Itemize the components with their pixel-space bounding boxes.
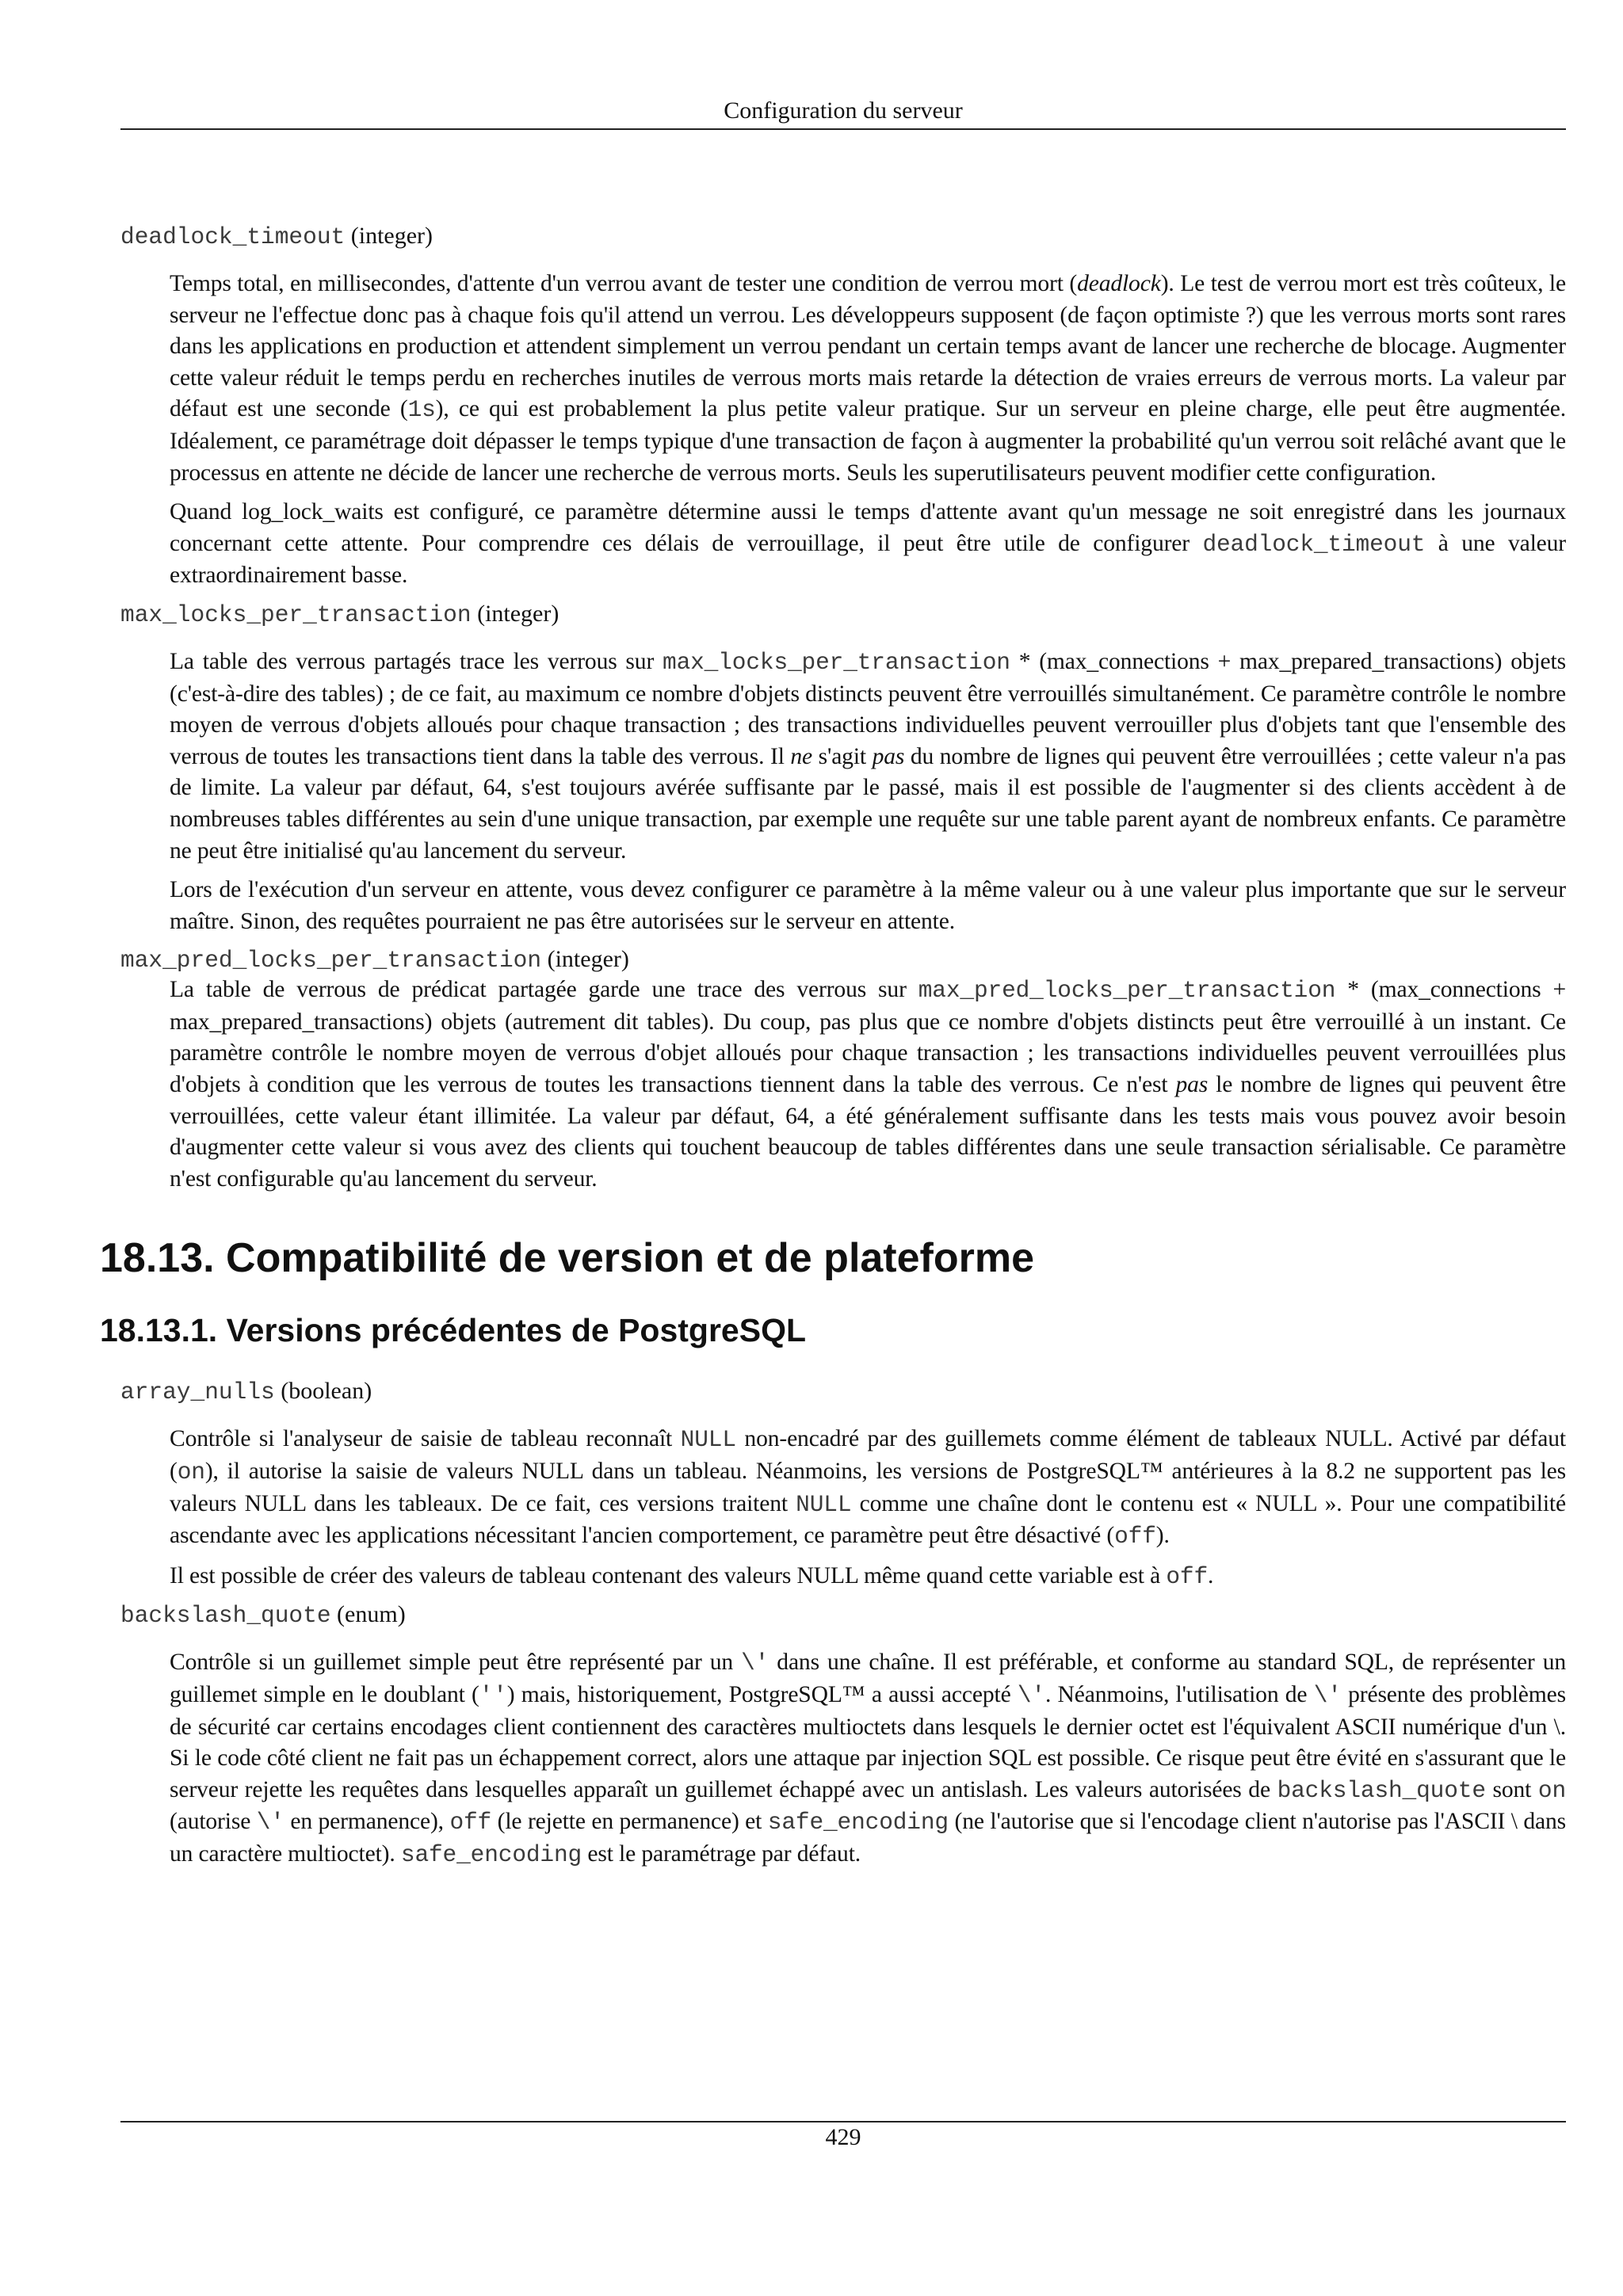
literal: off	[1166, 1562, 1209, 1590]
paragraph	[170, 974, 1566, 1195]
paragraph	[170, 1424, 1566, 1552]
literal: off	[449, 1809, 492, 1836]
literal: \'	[1017, 1682, 1045, 1709]
paragraph	[170, 1561, 1566, 1593]
text: à une valeur extraordinairement basse.	[170, 530, 1566, 589]
param-term-max-pred-locks-per-transaction	[120, 945, 1566, 974]
text: non-encadré par des guillemets comme élément de tableaux NULL. Activé par défaut (	[170, 1426, 1566, 1485]
text: sont	[1485, 1776, 1538, 1802]
literal: \'	[256, 1809, 285, 1836]
param-type: (integer)	[547, 946, 629, 973]
text: Contrôle si un guillemet simple peut être représenté par un	[170, 1650, 742, 1676]
param-term-array-nulls	[120, 1377, 1566, 1406]
emphasis: pas	[1175, 1072, 1209, 1098]
param-description	[170, 1424, 1566, 1592]
text: présente des problèmes de sécurité car certains encodages client contiennent des caractères multioctets dans lesquels le dernier octet est l'équivalent ASCII numérique d'un \. Si le code côté client ne fait pas un échappement correct, alors une attaque par injection SQL est possible. Ce risque peut être évité en s'assurant que le serveur rejette les requêtes dans lesquelles apparaît un guillemet échappé avec un antislash. Les valeurs autorisées de	[170, 1682, 1567, 1802]
emphasis: pas	[872, 743, 905, 769]
literal: \'	[741, 1650, 769, 1677]
text: Quand log_lock_waits est configuré, ce paramètre détermine aussi le temps d'attente avant qu'un message ne soit enregistré dans les journaux concernant cette attente. Pour comprendre ces délais de verrouillage, il peut être utile de configurer	[170, 499, 1566, 556]
paragraph	[170, 269, 1566, 489]
literal: ''	[479, 1682, 507, 1709]
paragraph	[170, 1647, 1566, 1871]
literal: on	[177, 1459, 205, 1486]
text: (le rejette en permanence) et	[491, 1809, 768, 1835]
param-description	[170, 974, 1566, 1195]
text: (ne l'autorise que si l'encodage client n'autorise pas l'ASCII \ dans un caractère multioctet).	[170, 1809, 1567, 1867]
page-content	[100, 222, 1567, 1879]
subsection-heading: 18.13.1. Versions précédentes de PostgreSQL	[100, 1312, 807, 1349]
literal: 1s	[407, 396, 436, 424]
literal: NULL	[680, 1426, 736, 1454]
text: Temps total, en millisecondes, d'attente d'un verrou avant de tester une condition de verrou mort (	[170, 271, 1078, 296]
param-description	[170, 1647, 1566, 1871]
literal: deadlock_timeout	[1202, 530, 1426, 558]
text: est le paramétrage par défaut.	[582, 1840, 861, 1867]
text: dans une chaîne. Il est préférable, et conforme au standard SQL, de représenter un guillemet simple en le doublant (	[170, 1650, 1566, 1707]
literal: off	[1114, 1523, 1156, 1550]
param-type: (integer)	[350, 223, 433, 249]
param-type: (integer)	[477, 600, 559, 627]
footer-rule	[120, 2121, 1566, 2122]
text: ). Le test de verrou mort est très coûteux, le serveur ne l'effectue donc pas à chaque fois qu'il attend un verrou. Les développeurs supposent (de façon optimiste ?) que les verrous morts sont rares dans les applications en production et attendent simplement un verrou pendant un certain temps avant de lancer une recherche de blocage. Augmenter cette valeur réduit le temps perdu en recherches inutiles de verrous morts mais retarde la détection de vraies erreurs de verrous morts. La valeur par défaut est une seconde (	[170, 271, 1566, 422]
text: Il est possible de créer des valeurs de tableau contenant des valeurs NULL même quand cette variable est à	[170, 1562, 1167, 1589]
param-term-backslash-quote	[120, 1600, 1566, 1630]
literal: on	[1537, 1776, 1566, 1804]
text: (autorise	[170, 1809, 257, 1835]
param-name: max_pred_locks_per_transaction	[120, 947, 542, 974]
text: ), il autorise la saisie de valeurs NULL dans un tableau. Néanmoins, les versions de PostgreSQL™ antérieures à la 8.2 ne supportent pas les valeurs NULL dans les tableaux. De ce fait, ces versions traitent	[170, 1459, 1566, 1516]
param-name: deadlock_timeout	[120, 223, 346, 250]
text: le nombre de lignes qui peuvent être verrouillées, cette valeur étant illimitée. La valeur par défaut, 64, a été généralement suffisante dans les tests mais vous pouvez avoir besoin d'augmenter cette valeur si vous avez des clients qui touchent beaucoup de tables différentes dans une seule transaction sérialisable. Ce paramètre n'est configurable qu'au lancement du serveur.	[170, 1072, 1567, 1192]
paragraph	[170, 497, 1566, 592]
text: * (max_connections + max_prepared_transactions) objets (autrement dit tables). Du coup, pas plus que ce nombre d'objets distincts peut être verrouillé à un instant. Ce paramètre contrôle le nombre moyen de verrous d'objet alloués pour chaque transaction ; les transactions individuelles peuvent verrouillées plus d'objets à condition que les verrous de toutes les transactions tiennent dans la table des verrous. Ce n'est	[170, 977, 1566, 1098]
param-name: backslash_quote	[120, 1602, 331, 1630]
literal: max_locks_per_transaction	[663, 648, 1010, 676]
text: du nombre de lignes qui peuvent être verrouillées ; cette valeur n'a pas de limite. La valeur par défaut, 64, s'est toujours avérée suffisante par le passé, mais il est possible de l'augmenter si des clients accèdent à de nombreuses tables différentes au sein d'une unique transaction, par exemple une requête sur une table parent ayant de nombreux enfants. Ce paramètre ne peut être initialisé qu'au lancement du serveur.	[170, 743, 1567, 864]
text: La table des verrous partagés trace les verrous sur	[170, 648, 663, 674]
text: s'agit	[812, 743, 873, 769]
param-type: (boolean)	[281, 1378, 372, 1405]
page-number: 429	[825, 2124, 861, 2150]
param-type: (enum)	[337, 1601, 406, 1628]
param-term-max-locks-per-transaction	[120, 600, 1566, 629]
text: La table de verrous de prédicat partagée garde une trace des verrous sur	[170, 977, 918, 1003]
header-rule	[120, 128, 1566, 130]
param-name: array_nulls	[120, 1379, 275, 1406]
text: ).	[1155, 1523, 1170, 1549]
literal: \'	[1313, 1682, 1342, 1709]
param-description	[170, 646, 1566, 937]
text: .	[1208, 1562, 1214, 1589]
param-description	[170, 269, 1566, 592]
text: . Néanmoins, l'utilisation de	[1044, 1682, 1314, 1707]
text: ), ce qui est probablement la plus petite valeur pratique. Sur un serveur en pleine charge, elle peut être augmentée. Idéalement, ce paramétrage doit dépasser le temps typique d'une transaction de façon à augmenter la probabilité qu'un verrou soit relâché avant que le processus en attente ne décide de lancer une recherche de verrous morts. Seuls les superutilisateurs peuvent modifier cette configuration.	[170, 396, 1566, 486]
literal: max_pred_locks_per_transaction	[918, 977, 1336, 1005]
literal: safe_encoding	[767, 1809, 949, 1836]
running-header: Configuration du serveur	[724, 97, 963, 124]
paragraph	[170, 646, 1566, 867]
paragraph: Lors de l'exécution d'un serveur en attente, vous devez configurer ce paramètre à la même valeur ou à une valeur plus importante que sur le serveur maître. Sinon, des requêtes pourraient ne pas être autorisées sur le serveur en attente.	[170, 877, 1566, 934]
section-heading: 18.13. Compatibilité de version et de plateforme	[100, 1235, 1035, 1282]
literal: backslash_quote	[1277, 1776, 1486, 1804]
param-name: max_locks_per_transaction	[120, 601, 472, 628]
text: comme une chaîne dont le contenu est « NULL ». Pour une compatibilité ascendante avec les applications nécessitant l'ancien comportement, ce paramètre peut être désactivé (	[170, 1490, 1566, 1549]
emphasis: deadlock	[1077, 271, 1161, 296]
literal: safe_encoding	[400, 1840, 582, 1868]
text: * (max_connections + max_prepared_transactions) objets (c'est-à-dire des tables) ; de ce fait, au maximum ce nombre d'objets distincts peuvent être verrouillés simultanément. Ce paramètre contrôle le nombre moyen de verrous d'objets alloués pour chaque transaction ; des transactions individuelles peuvent verrouiller plus d'objets tant que l'ensemble des verrous de toutes les transactions tient dans la table des verrous. Il	[170, 648, 1566, 769]
text: en permanence),	[284, 1809, 450, 1835]
param-term-deadlock-timeout	[120, 222, 1566, 251]
literal: NULL	[796, 1490, 852, 1518]
text: Contrôle si l'analyseur de saisie de tableau reconnaît	[170, 1426, 681, 1452]
text: ) mais, historiquement, PostgreSQL™ a aussi accepté	[506, 1682, 1018, 1707]
emphasis: ne	[790, 743, 813, 769]
